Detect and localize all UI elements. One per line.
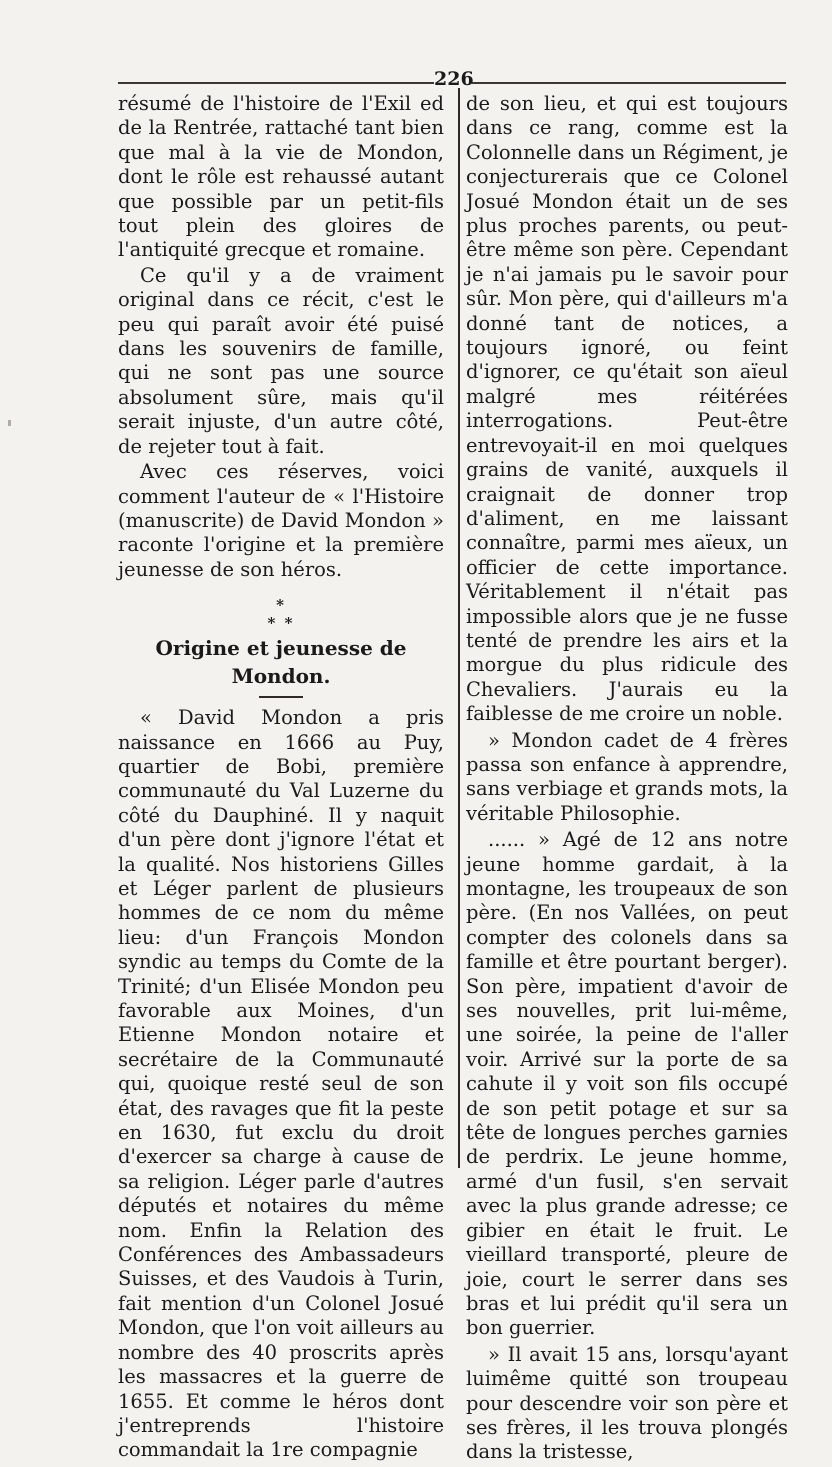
page-number: 226	[434, 68, 474, 90]
paragraph: » Mondon cadet de 4 frères passa son enfance à apprendre, sans verbiage et grands mots, la véritable Philosophie.	[466, 728, 788, 825]
heading-rule	[259, 696, 303, 698]
section-heading: Origine et jeunesse de Mondon.	[155, 636, 407, 689]
paragraph: Ce qu'il y a de vraiment original dans ce récit, c'est le peu qui paraît avoir été puisé dans les souvenirs de famille, qui ne sont pas une source absolument sûre, mais qu'il serait injuste, d'un autre côté, de rejeter tout à fait.	[118, 263, 444, 458]
paragraph: ...... » Agé de 12 ans notre jeune homme gardait, à la montagne, les troupeaux de son père. (En nos Vallées, on peut compter des colonels dans sa famille et être pourtant berger). Son père, impatient d'avoir de ses nouvelles, prit lui-même, une soirée, la peine de l'aller voir. Arrivé sur la porte de sa cahute il y voit son fils occupé de son petit potage et sur sa tête de longues perches garnies de perdrix. Le jeune homme, armé d'un fusil, s'en servait avec la plus grande adresse; ce gibier en était le fruit. Le vieillard transporté, pleure de joie, court le serrer dans ses bras et lui prédit qu'il sera un bon guerrier.	[466, 828, 788, 1340]
column-divider	[458, 88, 460, 1168]
paragraph: « David Mondon a pris naissance en 1666 au Puy, quartier de Bobi, première communauté du Val Luzerne du côté du Dauphiné. Il y naquit d'un père dont j'ignore l'état et la qualité. Nos historiens Gilles et Léger parlent de plusieurs hommes de ce nom du même lieu: d'un François Mondon syndic au temps du Comte de la Trinité; d'un Elisée Mondon peu favorable aux Moines, d'un Etienne Mondon notaire et secrétaire de la Communauté qui, quoique resté seul de son état, des ravages que fit la peste en 1630, fut exclu du droit d'exercer sa charge à cause de sa religion. Léger parle d'autres députés et notaires du même nom. Enfin la Relation des Conférences des Ambassadeurs Suisses, et des Vaudois à Turin, fait mention d'un Colonel Josué Mondon, que l'on voit ailleurs au nombre des 40 proscrits après les massacres et la guerre de 1655. Et comme le héros dont j'entreprends l'histoire commandait la 1re compagnie	[118, 706, 444, 1462]
header-rule-right	[472, 82, 786, 84]
page-edge-mark	[8, 420, 11, 426]
header-rule-left	[118, 82, 434, 84]
asterism: * * *	[267, 596, 295, 633]
paragraph: Avec ces réserves, voici comment l'auteur de « l'Histoire (manuscrite) de David Mondon » raconte l'origine et la première jeunesse de son héros.	[118, 460, 444, 581]
right-column	[466, 92, 788, 1467]
paragraph: de son lieu, et qui est toujours dans ce rang, comme est la Colonnelle dans un Régiment, je conjecturerais que ce Colonel Josué Mondon était un de ses plus proches parents, ou peut-être même son père. Cependant je n'ai jamais pu le savoir pour sûr. Mon père, qui d'ailleurs m'a donné tant de notices, a toujours ignoré, ou feint d'ignorer, ce qu'était son aïeul malgré mes réitérées interrogations. Peut-être entrevoyait-il en moi quelques grains de vanité, auxquels il craignait de donner trop d'aliment, en me laissant connaître, parmi mes aïeux, un officier de cette importance. Véritablement il n'était pas impossible alors que je ne fusse tenté de prendre les airs et la morgue du plus ridicule des Chevaliers. J'aurais eu la faiblesse de me croire un noble.	[466, 92, 788, 726]
paragraph: » Il avait 15 ans, lorsqu'ayant luimême quitté son troupeau pour descendre voir son père et ses frères, il les trouva plongés dans la tristesse,	[466, 1342, 788, 1464]
paragraph: résumé de l'histoire de l'Exil ed de la Rentrée, rattaché tant bien que mal à la vie de Mondon, dont le rôle est rehaussé autant que possible par un petit-fils tout plein des gloires de l'antiquité grecque et romaine.	[118, 92, 444, 262]
page-header	[118, 68, 786, 94]
left-column	[118, 92, 444, 1464]
